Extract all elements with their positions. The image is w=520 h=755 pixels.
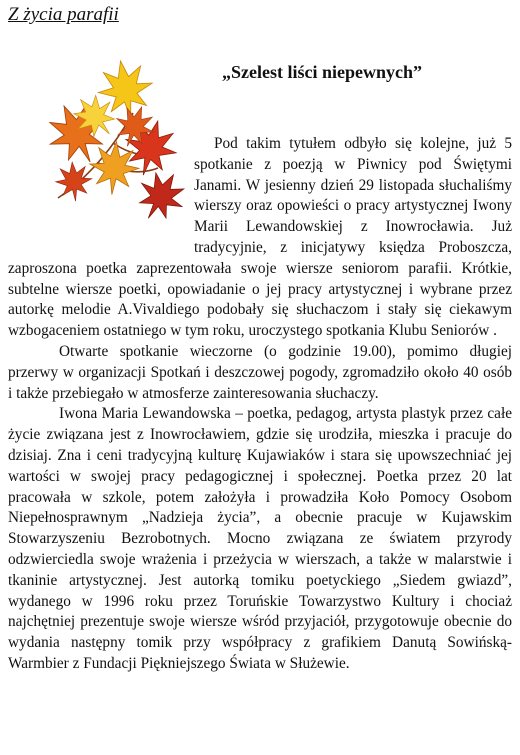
article-body (8, 134, 512, 675)
illustration-spacer (8, 134, 194, 238)
article-paragraph-2: Otwarte spotkanie wieczorne (o godzinie 19.00), pomimo długiej przerwy w organizacji Spotkań i deszczowej pogody, zgromadziło około 40 osób i także przebiegało w atmosferze zainteresowania słuchaczy. (8, 342, 512, 402)
section-header: Z życia parafii (8, 4, 119, 25)
article-paragraph-1: Pod takim tytułem odbyło się kolejne, już 5 spotkanie z poezją w Piwnicy pod Świętymi Janami. W jesienny dzień 29 listopada słuchaliśmy wierszy oraz opowieści o pracy artystycznej Iwony Marii Lewandowskiej z Inowrocławia. Już tradycyjnie, z inicjatywy księdza Proboszcza, zaproszona poetka zaprezentowała swoje wiersze seniorom parafii. Krótkie, subtelne wiersze poetki, opowiadanie o jej pracy artystycznej i wybrane przez autorkę melodie A.Vivaldiego podobały się słuchaczom i stały się ciekawym wzbogaceniem ostatniego w tym roku, uroczystego spotkania Klubu Seniorów . (8, 135, 512, 340)
article-paragraph-3: Iwona Maria Lewandowska – poetka, pedagog, artysta plastyk przez całe życie związana jest z Inowrocławiem, gdzie się urodziła, mieszka i pracuje do dzisiaj. Zna i ceni tradycyjną kulturę Kujawiaków i stara się upowszechniać jej wartości w swojej pracy pedagogicznej i społecznej. Poetka przez 20 lat pracowała w szkole, potem założyła i prowadziła Koło Pomocy Osobom Niepełnosprawnym „Nadzieja życia”, a obecnie pracuje w Kujawskim Stowarzyszeniu Bezrobotnych. Mocno związana ze światem przyrody odzwierciedla swoje wrażenia i przeżycia w wierszach, a także w malarstwie i tkaninie artystycznej. Jest autorką tomiku poetyckiego „Siedem gwiazd”, wydanego w 1996 roku przez Toruńskie Towarzystwo Kultury i chociaż najchętniej prezentuje swoje wiersze wśród przyjaciół, przygotowuje obecnie do wydania następny tomik przy współpracy z grafikiem Danutą Sowińską-Warmbier z Fundacji Piękniejszego Świata w Służewie. (8, 405, 512, 672)
article-title: „Szelest liści niepewnych” (222, 62, 422, 82)
